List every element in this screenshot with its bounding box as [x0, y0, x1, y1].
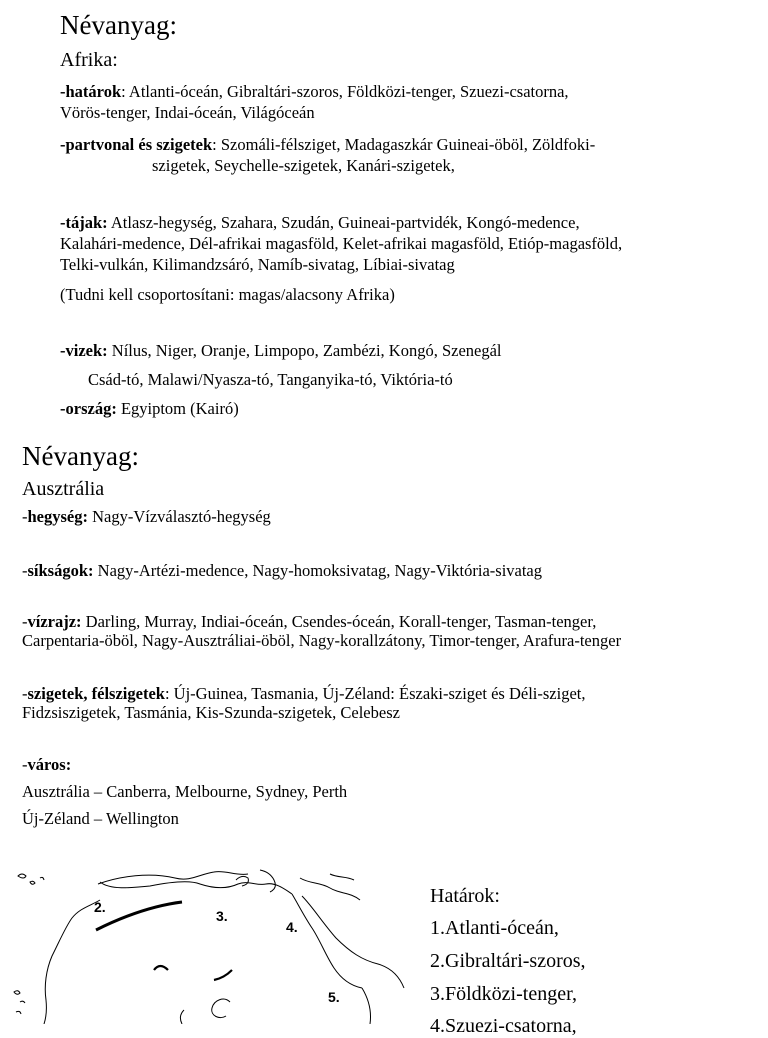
map-coast-europe3: [260, 870, 275, 892]
varos-label: város:: [27, 755, 72, 774]
map-inlet: [180, 1010, 184, 1024]
hatarok-text: : Atlanti-óceán, Gibraltári-szoros, Földközi-tenger, Szuezi-csatorna,: [121, 82, 569, 101]
australia-sik: [22, 560, 542, 581]
map-island: [16, 1011, 21, 1014]
map-atlas-line: [96, 902, 182, 930]
australia-hegyseg: [22, 506, 271, 527]
australia-heading: Névanyag:: [22, 441, 139, 471]
australia-szig-line1: [22, 683, 585, 704]
hatarok-label: -határok: [60, 82, 122, 101]
africa-outline-map: [0, 860, 410, 1024]
map-legend-item: 2.Gibraltári-szoros,: [430, 950, 586, 972]
africa-tajak-line3: Telki-vulkán, Kilimandzsáró, Namíb-sivatag, Líbiai-sivatag: [60, 255, 455, 274]
vizek-label: -vizek:: [60, 341, 108, 360]
partvonal-label: -partvonal és szigetek: [60, 135, 213, 154]
map-island: [18, 874, 26, 878]
africa-partvonal-line2: szigetek, Seychelle-szigetek, Kanári-szigetek,: [152, 156, 455, 175]
vizek-text: Nílus, Niger, Oranje, Limpopo, Zambézi, Kongó, Szenegál: [107, 341, 502, 360]
sik-text: Nagy-Artézi-medence, Nagy-homoksivatag, Nagy-Viktória-sivatag: [93, 561, 543, 580]
varos-prefix: -: [22, 755, 28, 774]
australia-varos-line2: Új-Zéland – Wellington: [22, 809, 179, 828]
map-label-3: 3.: [216, 908, 228, 924]
hegyseg-label: hegység:: [27, 507, 88, 526]
africa-partvonal-line1: [60, 134, 595, 155]
map-inlet: [212, 999, 230, 1017]
map-coast-europe4: [300, 878, 360, 900]
africa-hatarok-line2: Vörös-tenger, Indai-óceán, Világóceán: [60, 103, 315, 122]
hegyseg-text: Nagy-Vízválasztó-hegység: [88, 507, 271, 526]
australia-varos: [22, 754, 71, 775]
africa-vizek-line1: [60, 340, 502, 361]
orszag-label: -ország:: [60, 399, 117, 418]
map-mark: [214, 970, 232, 980]
tajak-text: Atlasz-hegység, Szahara, Szudán, Guineai-partvidék, Kongó-medence,: [107, 213, 580, 232]
partvonal-text: : Szomáli-félsziget, Madagaszkár Guineai-öböl, Zöldfoki-: [212, 135, 596, 154]
map-island: [14, 991, 20, 995]
africa-orszag: [60, 398, 239, 419]
tajak-label: -tájak:: [60, 213, 108, 232]
africa-tajak-line1: [60, 212, 580, 233]
map-arabia: [302, 896, 404, 988]
map-coast-europe5: [330, 874, 354, 880]
map-island: [40, 877, 44, 880]
map-island: [20, 1001, 25, 1003]
map-label-4: 4.: [286, 919, 298, 935]
viz-text: Darling, Murray, Indiai-óceán, Csendes-óceán, Korall-tenger, Tasman-tenger,: [81, 612, 597, 631]
africa-heading: Névanyag:: [60, 10, 177, 40]
sik-prefix: -: [22, 561, 28, 580]
map-label-5: 5.: [328, 989, 340, 1005]
viz-label: vízrajz:: [27, 612, 82, 631]
australia-varos-line1: Ausztrália – Canberra, Melbourne, Sydney, Perth: [22, 782, 348, 801]
map-legend-item: 1.Atlanti-óceán,: [430, 917, 559, 939]
africa-tajak-line2: Kalahári-medence, Dél-afrikai magasföld, Kelet-afrikai magasföld, Etióp-magasföld,: [60, 234, 623, 253]
map-arabia2: [362, 988, 371, 1024]
australia-subheading: Ausztrália: [22, 478, 105, 500]
szig-prefix: -: [22, 684, 28, 703]
orszag-text: Egyiptom (Kairó): [116, 399, 239, 418]
hegyseg-prefix: -: [22, 507, 28, 526]
szig-text: : Új-Guinea, Tasmania, Új-Zéland: Északi-sziget és Déli-sziget,: [164, 684, 586, 703]
sik-label: síkságok:: [27, 561, 94, 580]
africa-hatarok-line1: [60, 81, 569, 102]
africa-note: (Tudni kell csoportosítani: magas/alacsony Afrika): [60, 285, 395, 304]
australia-viz-line1: [22, 611, 596, 632]
map-coast-west: [44, 900, 100, 1024]
africa-vizek-line2: Csád-tó, Malawi/Nyasza-tó, Tanganyika-tó, Viktória-tó: [88, 370, 453, 389]
map-label-2: 2.: [94, 899, 106, 915]
map-coast-north: [100, 882, 292, 894]
viz-prefix: -: [22, 612, 28, 631]
map-legend-item: 3.Földközi-tenger,: [430, 983, 577, 1005]
map-island: [30, 881, 35, 884]
map-mark: [154, 966, 168, 970]
map-legend-title: Határok:: [430, 885, 500, 907]
australia-viz-line2: Carpentaria-öböl, Nagy-Ausztráliai-öböl, Nagy-korallzátony, Timor-tenger, Arafura-tenger: [22, 631, 622, 650]
australia-szig-line2: Fidzsiszigetek, Tasmánia, Kis-Szunda-szigetek, Celebesz: [22, 703, 400, 722]
map-legend-item: 4.Szuezi-csatorna,: [430, 1015, 577, 1037]
africa-subheading: Afrika:: [60, 49, 118, 71]
szig-label: szigetek, félszigetek: [27, 684, 165, 703]
map-coast-east: [292, 894, 362, 988]
